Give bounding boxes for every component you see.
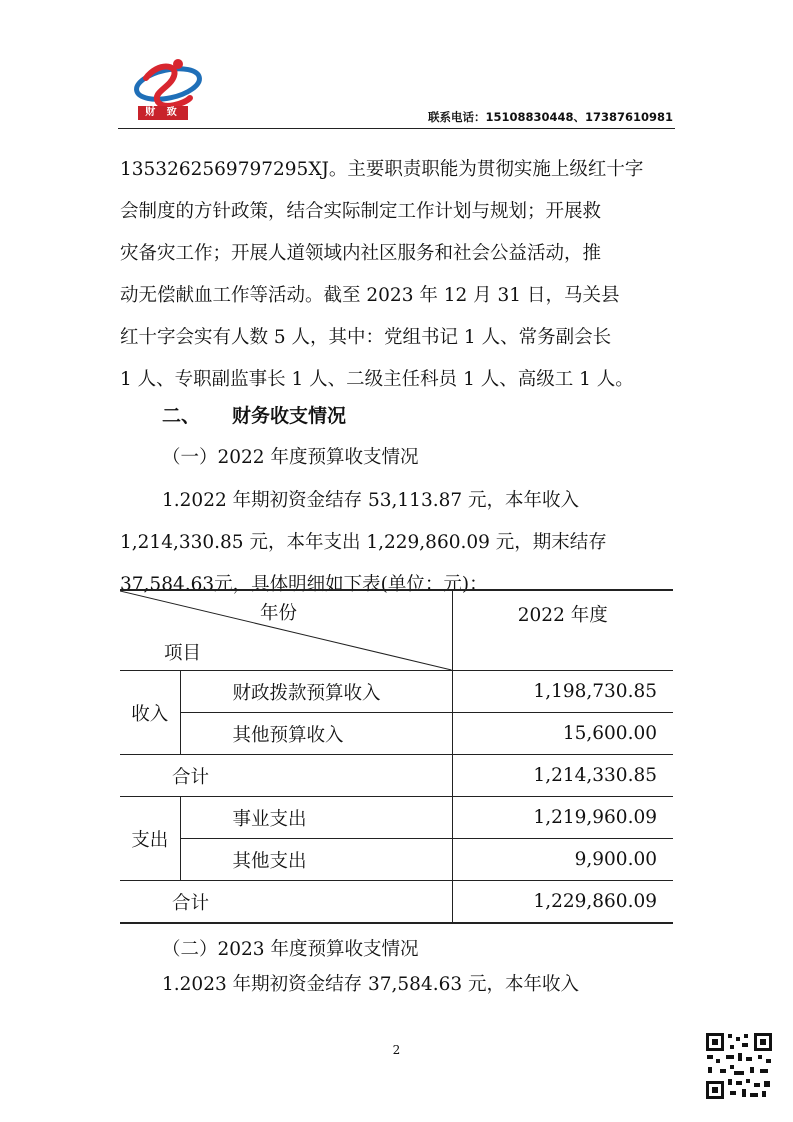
- header-divider: [118, 128, 675, 129]
- table-row: [120, 881, 673, 924]
- income-total-value: 1,214,330.85: [452, 755, 673, 797]
- logo-caption: 财 致: [138, 106, 188, 120]
- header-year-label: 年份: [260, 603, 298, 624]
- text-line: 灾备灾工作；开展人道领域内社区服务和社会公益活动，推: [120, 243, 602, 264]
- table-header-row: [120, 590, 673, 671]
- row-label: 事业支出: [180, 797, 452, 839]
- contact-phone: 联系电话：15108830448、17387610981: [427, 110, 673, 124]
- page-number: 2: [392, 1043, 401, 1057]
- row-value: 9,900.00: [452, 839, 673, 881]
- income-group-label: 收入: [120, 671, 180, 755]
- section-title: 财务收支情况: [232, 405, 347, 427]
- qr-code-icon: [704, 1031, 774, 1101]
- row-value: 15,600.00: [452, 713, 673, 755]
- text-line: 1 人、专职副监事长 1 人、二级主任科员 1 人、高级工 1 人。: [120, 369, 634, 390]
- balance-paragraph-2023: [120, 964, 673, 1006]
- section-heading: [162, 401, 346, 428]
- expense-total-value: 1,229,860.09: [452, 881, 673, 924]
- table-row: [120, 755, 673, 797]
- table-row: [120, 713, 673, 755]
- expense-group-label: 支出: [120, 797, 180, 881]
- expense-total-label: 合计: [120, 881, 452, 924]
- text-line: 1.2023 年期初资金结存 37,584.63 元，本年收入: [162, 974, 580, 995]
- text-line: 1353262569797295XJ。主要职责职能为贯彻实施上级红十字: [120, 159, 644, 180]
- table-row: [120, 797, 673, 839]
- budget-table: [120, 589, 673, 924]
- balance-paragraph-2022: [120, 480, 673, 606]
- text-line: 37,584.63元，具体明细如下表(单位：元)：: [120, 574, 488, 595]
- section-number: 二、: [162, 405, 201, 427]
- text-line: 红十字会实有人数 5 人，其中：党组书记 1 人、常务副会长: [120, 327, 612, 348]
- table-row: [120, 671, 673, 713]
- row-value: 1,198,730.85: [452, 671, 673, 713]
- row-label: 财政拨款预算收入: [180, 671, 452, 713]
- subsection-heading-2023: （二）2023 年度预算收支情况: [162, 939, 419, 960]
- text-line: 1.2022 年期初资金结存 53,113.87 元，本年收入: [162, 490, 580, 511]
- diagonal-header-cell: [120, 590, 452, 671]
- text-line: 1,214,330.85 元，本年支出 1,229,860.09 元，期末结存: [120, 532, 607, 553]
- row-label: 其他支出: [180, 839, 452, 881]
- row-label: 其他预算收入: [180, 713, 452, 755]
- subsection-heading-2022: （一）2022 年度预算收支情况: [162, 447, 419, 468]
- text-line: 动无偿献血工作等活动。截至 2023 年 12 月 31 日，马关县: [120, 285, 620, 306]
- header-item-label: 项目: [164, 643, 202, 664]
- text-line: 会制度的方针政策，结合实际制定工作计划与规划；开展救: [120, 201, 602, 222]
- row-value: 1,219,960.09: [452, 797, 673, 839]
- header-year-value: 2022 年度: [452, 590, 673, 671]
- income-total-label: 合计: [120, 755, 452, 797]
- intro-paragraph: [120, 149, 673, 401]
- table-row: [120, 839, 673, 881]
